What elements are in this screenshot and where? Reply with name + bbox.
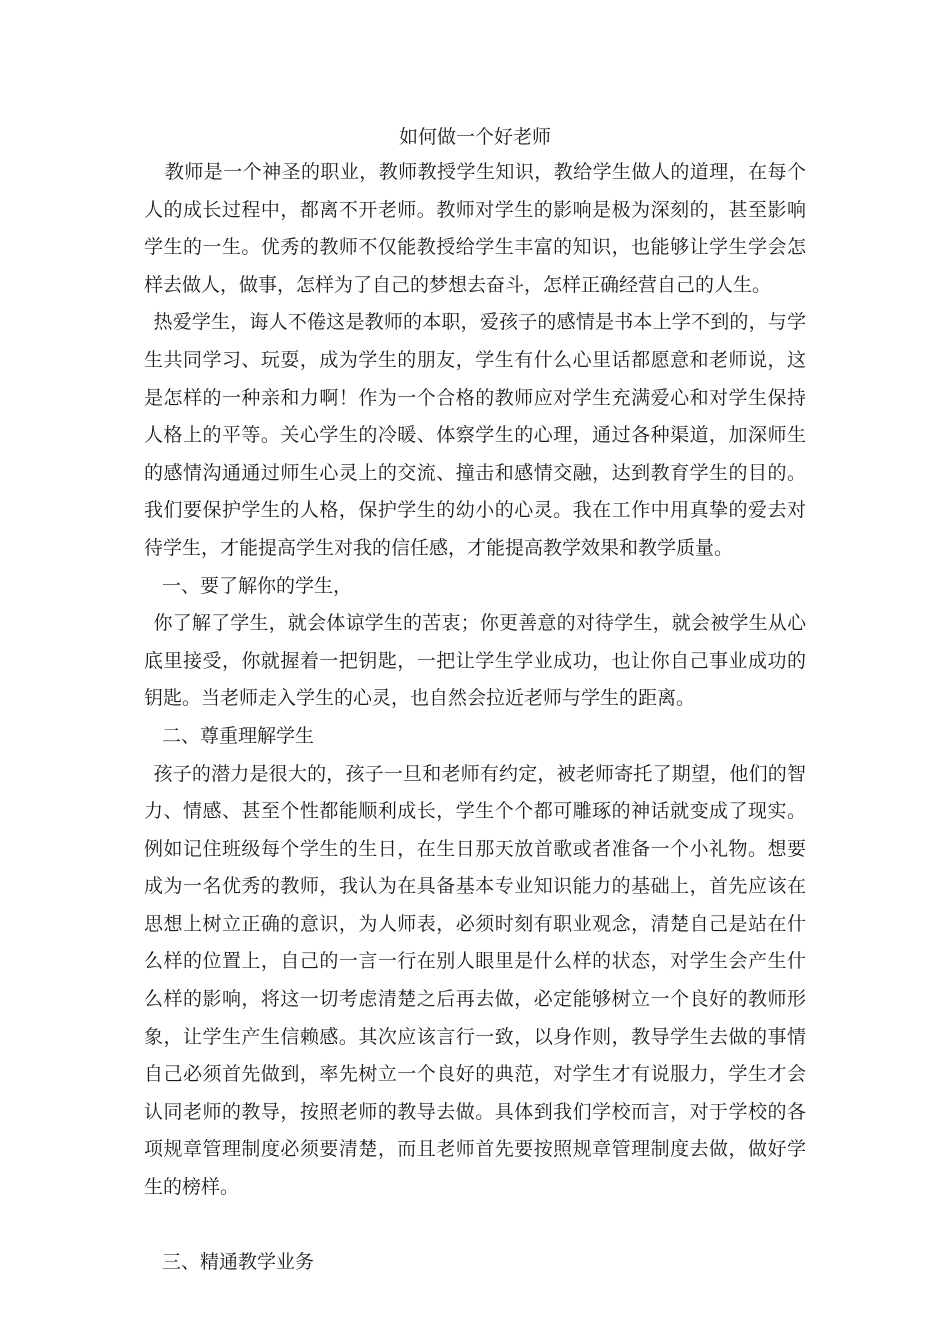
section-heading-respect: 二、尊重理解学生 bbox=[162, 724, 315, 747]
paragraph-love-students: 热爱学生，诲人不倦这是教师的本职，爱孩子的感情是书本上学不到的，与学生共同学习、玩耍，成为学生的朋友，学生有什么心里话都愿意和老师说，这是怎样的一种亲和力啊！作为一个合格的教师应对学生充满爱心和对学生保持人格上的平等。关心学生的冷暖、体察学生的心理，通过各种渠道，加深师生的感情沟通通过师生心灵上的交流、撞击和感情交融，达到教育学生的目的。我们要保护学生的人格，保护学生的幼小的心灵。我在工作中用真挚的爱去对待学生，才能提高学生对我的信任感，才能提高教学效果和教学质量。 bbox=[144, 311, 806, 559]
blank-line bbox=[144, 1207, 806, 1245]
section-heading-expertise: 三、精通教学业务 bbox=[162, 1251, 315, 1274]
section-heading-understand: 一、要了解你的学生， bbox=[162, 574, 353, 597]
paragraph-intro: 教师是一个神圣的职业，教师教授学生知识，教给学生做人的道理，在每个人的成长过程中，都离不开老师。教师对学生的影响是极为深刻的，甚至影响学生的一生。优秀的教师不仅能教授给学生丰富的知识，也能够让学生学会怎样去做人，做事，怎样为了自己的梦想去奋斗，怎样正确经营自己的人生。 bbox=[144, 161, 806, 296]
document-body bbox=[144, 154, 806, 1282]
document-title: 如何做一个好老师 bbox=[398, 126, 551, 148]
paragraph-respect: 孩子的潜力是很大的，孩子一旦和老师有约定，被老师寄托了期望，他们的智力、情感、甚至个性都能顺利成长，学生个个都可雕琢的神话就变成了现实。例如记住班级每个学生的生日，在生日那天放首歌或者准备一个小礼物。想要成为一名优秀的教师，我认为在具备基本专业知识能力的基础上，首先应该在思想上树立正确的意识，为人师表，必须时刻有职业观念，清楚自己是站在什么样的位置上，自己的一言一行在别人眼里是什么样的状态，对学生会产生什么样的影响，将这一切考虑清楚之后再去做，必定能够树立一个良好的教师形象，让学生产生信赖感。其次应该言行一致，以身作则，教导学生去做的事情自己必须首先做到，率先树立一个良好的典范，对学生才有说服力，学生才会认同老师的教导，按照老师的教导去做。具体到我们学校而言，对于学校的各项规章管理制度必须要清楚，而且老师首先要按照规章管理制度去做，做好学生的榜样。 bbox=[144, 762, 806, 1199]
paragraph-understand: 你了解了学生，就会体谅学生的苦衷；你更善意的对待学生，就会被学生从心底里接受，你就握着一把钥匙，一把让学生学业成功，也让你自己事业成功的钥匙。当老师走入学生的心灵，也自然会拉近老师与学生的距离。 bbox=[144, 612, 806, 710]
